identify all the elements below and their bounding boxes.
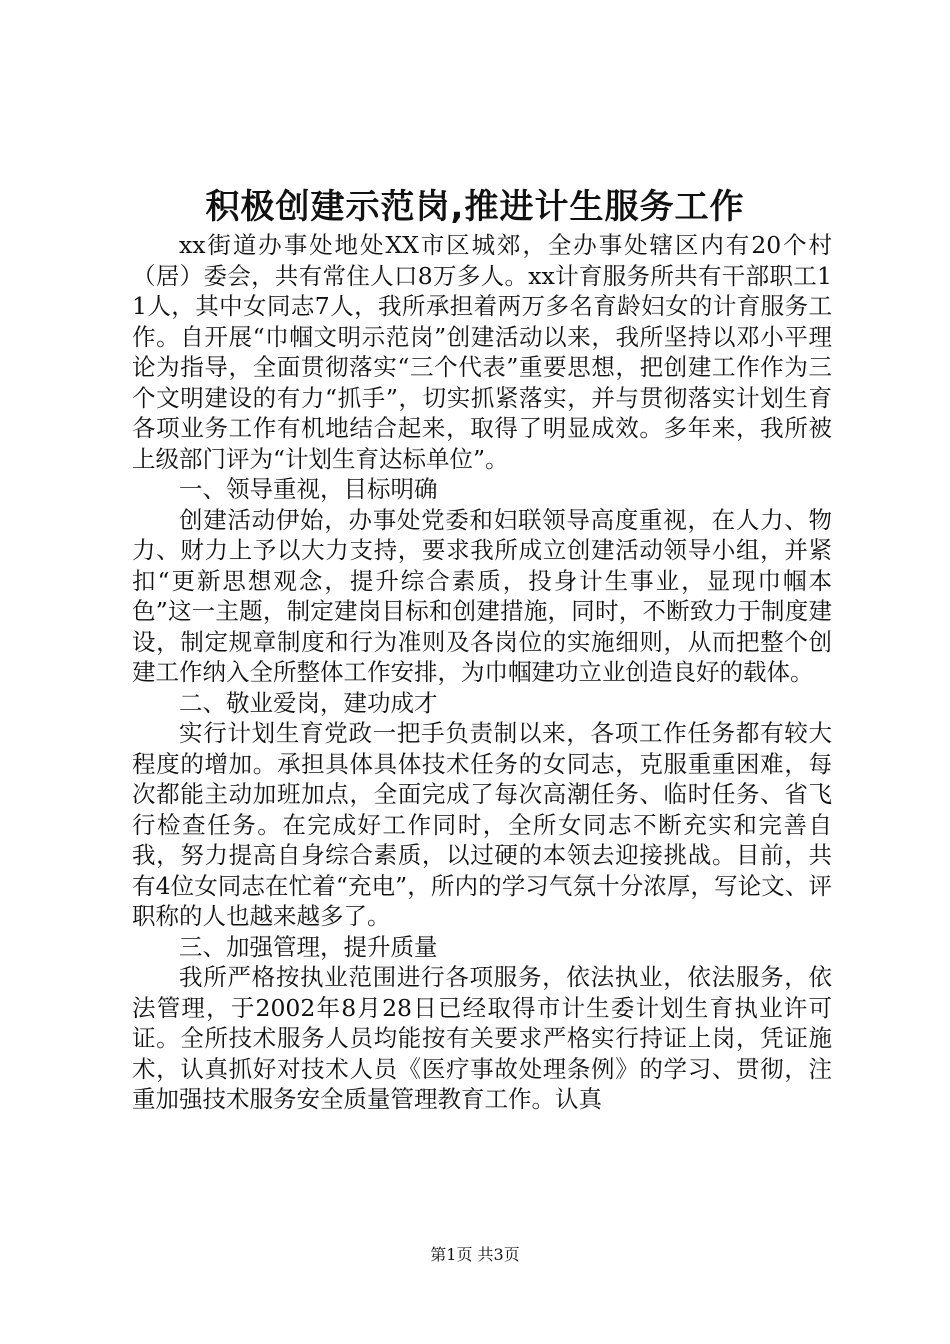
- section-heading-1: 一、领导重视，目标明确: [179, 475, 438, 503]
- document-body: [132, 230, 832, 1115]
- body-paragraph-intro: xx街道办事处地处XX市区城郊，全办事处辖区内有20个村（居）委会，共有常住人口8万多人。xx计育服务所共有干部职工11人，其中女同志7人，我所承担着两万多名育龄妇女的计育服务工作。自开展“巾帼文明示范岗”创建活动以来，我所坚持以邓小平理论为指导，全面贯彻落实“三个代表”重要思想，把创建工作作为三个文明建设的有力“抓手”，切实抓紧落实，并与贯彻落实计划生育各项业务工作有机地结合起来，取得了明显成效。多年来，我所被上级部门评为“计划生育达标单位”。: [132, 231, 832, 473]
- body-paragraph-section-3: 我所严格按执业范围进行各项服务，依法执业，依法服务，依法管理，于2002年8月28日已经取得市计生委计划生育执业许可证。全所技术服务人员均能按有关要求严格实行持证上岗，凭证施术，认真抓好对技术人员《医疗事故处理条例》的学习、贯彻，注重加强技术服务安全质量管理教育工作。认真: [132, 963, 832, 1113]
- page-number-footer: 第1页 共3页: [430, 1245, 520, 1264]
- body-paragraph-section-1: 创建活动伊始，办事处党委和妇联领导高度重视，在人力、物力、财力上予以大力支持，要求我所成立创建活动领导小组，并紧扣“更新思想观念，提升综合素质，投身计生事业，显现巾帼本色”这一主题，制定建岗目标和创建措施，同时，不断致力于制度建设，制定规章制度和行为准则及各岗位的实施细则，从而把整个创建工作纳入全所整体工作安排，为巾帼建功立业创造良好的载体。: [132, 505, 832, 686]
- section-heading-2: 二、敬业爱岗，建功成才: [179, 688, 438, 717]
- document-title: 积极创建示范岗,推进计生服务工作: [205, 187, 745, 227]
- section-heading-3: 三、加强管理，提升质量: [179, 932, 438, 961]
- body-paragraph-section-2: 实行计划生育党政一把手负责制以来，各项工作任务都有较大程度的增加。承担具体具体技术任务的女同志，克服重重困难，每次都能主动加班加点，全面完成了每次高潮任务、临时任务、省飞行检查任务。在完成好工作同时，全所女同志不断充实和完善自我，努力提高自身综合素质，以过硬的本领去迎接挑战。目前，共有4位女同志在忙着“充电”，所内的学习气氛十分浓厚，写论文、评职称的人也越来越多了。: [132, 719, 832, 930]
